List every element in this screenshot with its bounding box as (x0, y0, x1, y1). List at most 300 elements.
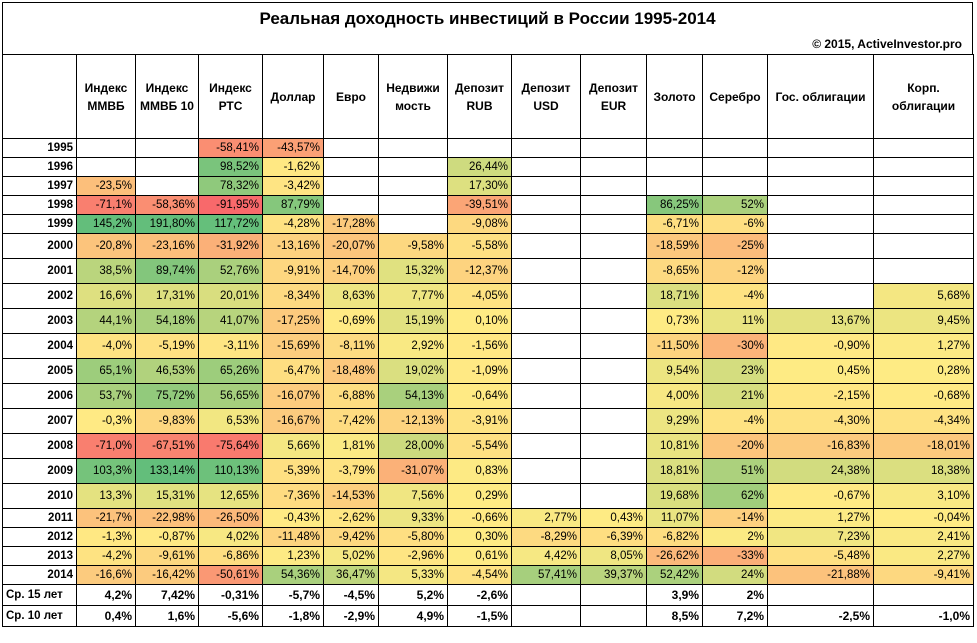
column-header-4: Доллар (263, 55, 324, 139)
table-cell: -5,19% (136, 334, 199, 359)
table-cell: -8,34% (263, 284, 324, 309)
table-cell: 133,14% (136, 459, 199, 484)
table-cell: 6,53% (199, 409, 263, 434)
year-label: 2002 (3, 284, 77, 309)
table-cell: -33% (703, 547, 768, 566)
table-cell: 52% (703, 196, 768, 215)
table-cell (512, 177, 581, 196)
table-cell: 46,53% (136, 359, 199, 384)
table-cell: -20,07% (324, 234, 379, 259)
table-cell: 18,71% (647, 284, 703, 309)
table-cell: 54,18% (136, 309, 199, 334)
table-cell: 18,81% (647, 459, 703, 484)
year-label: 1995 (3, 139, 77, 158)
year-label: 2004 (3, 334, 77, 359)
table-cell: -20,8% (77, 234, 136, 259)
summary-cell: -1,5% (448, 606, 512, 627)
table-cell (768, 284, 874, 309)
table-cell: 13,3% (77, 484, 136, 509)
table-cell (581, 196, 647, 215)
table-cell: -2,15% (768, 384, 874, 409)
table-cell: 2,41% (874, 528, 974, 547)
table-row (3, 359, 974, 384)
table-cell (647, 177, 703, 196)
table-cell: -7,42% (324, 409, 379, 434)
summary-cell: -0,31% (199, 585, 263, 606)
summary-cell (512, 606, 581, 627)
table-cell: -5,39% (263, 459, 324, 484)
table-cell: -8,29% (512, 528, 581, 547)
table-cell (512, 215, 581, 234)
table-cell: 21% (703, 384, 768, 409)
table-cell: -3,79% (324, 459, 379, 484)
year-label: 2001 (3, 259, 77, 284)
table-cell: -1,09% (448, 359, 512, 384)
table-cell: 7,23% (768, 528, 874, 547)
table-cell (647, 158, 703, 177)
table-cell: -6,39% (581, 528, 647, 547)
copyright-note: © 2015, ActiveInvestor.pro (812, 37, 962, 51)
summary-cell: 7,2% (703, 606, 768, 627)
table-cell: 28,00% (379, 434, 448, 459)
table-cell (874, 158, 974, 177)
table-cell: -4,54% (448, 566, 512, 585)
table-row (3, 384, 974, 409)
table-cell: 15,31% (136, 484, 199, 509)
table-cell: 54,36% (263, 566, 324, 585)
table-cell: 54,13% (379, 384, 448, 409)
summary-cell: -2,5% (768, 606, 874, 627)
table-cell: 12,65% (199, 484, 263, 509)
summary-cell: -5,7% (263, 585, 324, 606)
table-cell: -11,48% (263, 528, 324, 547)
spreadsheet (2, 2, 973, 627)
table-cell: 110,13% (199, 459, 263, 484)
table-cell (874, 215, 974, 234)
table-cell: -6,88% (324, 384, 379, 409)
table-cell: -4,34% (874, 409, 974, 434)
table-cell (581, 234, 647, 259)
table-row (3, 409, 974, 434)
table-cell (768, 259, 874, 284)
year-label: 1997 (3, 177, 77, 196)
table-cell (512, 334, 581, 359)
table-cell: 0,83% (448, 459, 512, 484)
table-cell: -50,61% (199, 566, 263, 585)
table-cell: 44,1% (77, 309, 136, 334)
table-cell (581, 158, 647, 177)
table-row (3, 528, 974, 547)
summary-cell: -1,0% (874, 606, 974, 627)
table-cell (874, 234, 974, 259)
table-cell: -6,86% (199, 547, 263, 566)
table-cell (581, 459, 647, 484)
table-cell: -13,16% (263, 234, 324, 259)
table-cell: 52,42% (647, 566, 703, 585)
table-cell: -12,13% (379, 409, 448, 434)
table-row (3, 547, 974, 566)
table-cell (581, 484, 647, 509)
table-cell (379, 215, 448, 234)
table-cell (581, 434, 647, 459)
table-cell: 103,3% (77, 459, 136, 484)
table-cell: -0,87% (136, 528, 199, 547)
table-cell: 18,38% (874, 459, 974, 484)
table-cell: -20% (703, 434, 768, 459)
table-cell (581, 334, 647, 359)
summary-cell (581, 585, 647, 606)
table-cell (581, 284, 647, 309)
table-cell (379, 158, 448, 177)
table-cell: 65,26% (199, 359, 263, 384)
table-cell (324, 177, 379, 196)
table-cell: -9,58% (379, 234, 448, 259)
table-cell: -26,50% (199, 509, 263, 528)
table-cell (768, 196, 874, 215)
table-cell: -5,58% (448, 234, 512, 259)
table-cell (324, 196, 379, 215)
table-cell: 15,19% (379, 309, 448, 334)
table-cell: -23,16% (136, 234, 199, 259)
column-header-1: Индекс ММВБ (77, 55, 136, 139)
table-cell: -6,71% (647, 215, 703, 234)
table-cell: -0,04% (874, 509, 974, 528)
table-cell: 51% (703, 459, 768, 484)
table-cell: -2,96% (379, 547, 448, 566)
table-cell (77, 158, 136, 177)
table-cell: -23,5% (77, 177, 136, 196)
table-body (3, 139, 974, 627)
table-cell (703, 177, 768, 196)
table-cell: -9,61% (136, 547, 199, 566)
summary-cell: 5,2% (379, 585, 448, 606)
table-cell: -12,37% (448, 259, 512, 284)
table-cell: -9,08% (448, 215, 512, 234)
table-cell: 15,32% (379, 259, 448, 284)
table-cell: -0,3% (77, 409, 136, 434)
table-cell (512, 384, 581, 409)
table-cell: -31,92% (199, 234, 263, 259)
table-cell: -18,59% (647, 234, 703, 259)
table-cell (874, 259, 974, 284)
table-cell: 4,00% (647, 384, 703, 409)
year-label: 1999 (3, 215, 77, 234)
table-row (3, 196, 974, 215)
table-cell: 3,10% (874, 484, 974, 509)
table-cell: -14,70% (324, 259, 379, 284)
summary-cell (581, 606, 647, 627)
table-cell: 24% (703, 566, 768, 585)
column-header-8: Депозит USD (512, 55, 581, 139)
table-cell: -1,56% (448, 334, 512, 359)
table-cell: -0,66% (448, 509, 512, 528)
table-cell: 2,92% (379, 334, 448, 359)
table-cell: -16,6% (77, 566, 136, 585)
table-cell (512, 359, 581, 384)
year-label: 2000 (3, 234, 77, 259)
table-cell: -14,53% (324, 484, 379, 509)
table-cell (379, 139, 448, 158)
table-cell: 98,52% (199, 158, 263, 177)
table-cell: 8,05% (581, 547, 647, 566)
table-cell (379, 177, 448, 196)
table-cell: 0,73% (647, 309, 703, 334)
table-cell (324, 158, 379, 177)
table-cell: -16,83% (768, 434, 874, 459)
table-row (3, 177, 974, 196)
table-cell: -0,64% (448, 384, 512, 409)
header-row (3, 55, 974, 139)
table-cell: -17,28% (324, 215, 379, 234)
table-cell: -7,36% (263, 484, 324, 509)
table-cell: -4,05% (448, 284, 512, 309)
column-header-13: Корп. облигации (874, 55, 974, 139)
table-cell (703, 158, 768, 177)
table-cell (448, 139, 512, 158)
table-row (3, 215, 974, 234)
summary-cell (512, 585, 581, 606)
summary-cell: 2% (703, 585, 768, 606)
table-cell: 7,56% (379, 484, 448, 509)
summary-cell: 4,2% (77, 585, 136, 606)
table-cell: -39,51% (448, 196, 512, 215)
table-cell: 57,41% (512, 566, 581, 585)
table-cell: 1,27% (768, 509, 874, 528)
table-cell: 16,6% (77, 284, 136, 309)
year-label: 2007 (3, 409, 77, 434)
table-cell (581, 215, 647, 234)
table-cell: -71,0% (77, 434, 136, 459)
year-label: 2013 (3, 547, 77, 566)
column-header-9: Депозит EUR (581, 55, 647, 139)
summary-row (3, 585, 974, 606)
summary-row (3, 606, 974, 627)
table-cell: 0,28% (874, 359, 974, 384)
year-label: 2009 (3, 459, 77, 484)
table-cell (512, 309, 581, 334)
table-cell (512, 234, 581, 259)
summary-cell: 0,4% (77, 606, 136, 627)
year-label: 2014 (3, 566, 77, 585)
table-cell: 52,76% (199, 259, 263, 284)
table-cell: -18,48% (324, 359, 379, 384)
table-cell: 0,45% (768, 359, 874, 384)
table-cell: 5,33% (379, 566, 448, 585)
summary-cell: 8,5% (647, 606, 703, 627)
table-cell: -14% (703, 509, 768, 528)
table-cell: -0,67% (768, 484, 874, 509)
table-row (3, 234, 974, 259)
table-cell: 17,31% (136, 284, 199, 309)
table-cell (136, 139, 199, 158)
summary-cell: -4,5% (324, 585, 379, 606)
table-cell (703, 139, 768, 158)
table-cell: -11,50% (647, 334, 703, 359)
table-cell: 87,79% (263, 196, 324, 215)
summary-cell: -2,6% (448, 585, 512, 606)
table-cell: -4% (703, 409, 768, 434)
table-cell (324, 139, 379, 158)
chart-title: Реальная доходность инвестиций в России 1995-2014 (259, 9, 716, 28)
table-cell: 0,29% (448, 484, 512, 509)
table-cell: 0,30% (448, 528, 512, 547)
table-row (3, 309, 974, 334)
summary-cell: -5,6% (199, 606, 263, 627)
table-cell: 2,77% (512, 509, 581, 528)
table-cell: 19,68% (647, 484, 703, 509)
table-cell: -3,42% (263, 177, 324, 196)
table-row (3, 509, 974, 528)
table-cell (768, 215, 874, 234)
table-row (3, 259, 974, 284)
summary-cell: 3,9% (647, 585, 703, 606)
table-row (3, 434, 974, 459)
summary-cell: -2,9% (324, 606, 379, 627)
column-header-6: Недвижи мость (379, 55, 448, 139)
table-cell: -17,25% (263, 309, 324, 334)
table-cell: -16,67% (263, 409, 324, 434)
table-cell: -5,54% (448, 434, 512, 459)
table-cell: 62% (703, 484, 768, 509)
table-row (3, 459, 974, 484)
table-cell: 86,25% (647, 196, 703, 215)
summary-label: Ср. 10 лет (3, 606, 77, 627)
column-header-3: Индекс РТС (199, 55, 263, 139)
table-cell (512, 158, 581, 177)
table-cell: -0,69% (324, 309, 379, 334)
table-cell: -4,2% (77, 547, 136, 566)
table-cell (768, 234, 874, 259)
table-cell (512, 259, 581, 284)
table-cell (874, 177, 974, 196)
table-cell: -31,07% (379, 459, 448, 484)
table-cell: -26,62% (647, 547, 703, 566)
table-cell: 0,61% (448, 547, 512, 566)
table-cell: 75,72% (136, 384, 199, 409)
column-header-5: Евро (324, 55, 379, 139)
year-label: 1996 (3, 158, 77, 177)
year-label: 2006 (3, 384, 77, 409)
table-cell: -30% (703, 334, 768, 359)
title-block (2, 2, 973, 54)
column-header-0 (3, 55, 77, 139)
table-cell: 1,23% (263, 547, 324, 566)
table-cell: 2,27% (874, 547, 974, 566)
table-cell: -4,28% (263, 215, 324, 234)
table-cell: 191,80% (136, 215, 199, 234)
column-header-11: Серебро (703, 55, 768, 139)
table-cell: 5,02% (324, 547, 379, 566)
table-cell (512, 284, 581, 309)
table-cell (768, 177, 874, 196)
table-cell: -75,64% (199, 434, 263, 459)
table-cell: 20,01% (199, 284, 263, 309)
table-cell: 7,77% (379, 284, 448, 309)
table-cell (647, 139, 703, 158)
year-label: 2003 (3, 309, 77, 334)
table-cell (512, 459, 581, 484)
table-cell: -9,42% (324, 528, 379, 547)
table-cell: 41,07% (199, 309, 263, 334)
table-cell (512, 196, 581, 215)
summary-cell: 1,6% (136, 606, 199, 627)
table-cell (768, 158, 874, 177)
column-header-12: Гос. облигации (768, 55, 874, 139)
table-cell (581, 359, 647, 384)
table-cell: -0,68% (874, 384, 974, 409)
table-cell: -16,42% (136, 566, 199, 585)
table-cell: -4% (703, 284, 768, 309)
table-cell (581, 259, 647, 284)
table-cell: -8,11% (324, 334, 379, 359)
table-cell: 9,33% (379, 509, 448, 528)
table-cell: -1,62% (263, 158, 324, 177)
year-label: 2010 (3, 484, 77, 509)
table-cell (136, 177, 199, 196)
table-cell: 1,27% (874, 334, 974, 359)
table-cell: 36,47% (324, 566, 379, 585)
table-row (3, 284, 974, 309)
table-cell: -43,57% (263, 139, 324, 158)
table-cell: 17,30% (448, 177, 512, 196)
year-label: 2008 (3, 434, 77, 459)
table-cell: 24,38% (768, 459, 874, 484)
table-cell: -91,95% (199, 196, 263, 215)
summary-cell: 4,9% (379, 606, 448, 627)
table-cell: 9,29% (647, 409, 703, 434)
table-cell: 1,81% (324, 434, 379, 459)
table-cell: -0,43% (263, 509, 324, 528)
table-cell (512, 484, 581, 509)
table-cell: 4,42% (512, 547, 581, 566)
table-cell: 19,02% (379, 359, 448, 384)
table-cell: -6,47% (263, 359, 324, 384)
table-cell: 5,66% (263, 434, 324, 459)
table-cell: -8,65% (647, 259, 703, 284)
table-cell: -6% (703, 215, 768, 234)
table-cell: -16,07% (263, 384, 324, 409)
table-cell: 8,63% (324, 284, 379, 309)
table-cell: 23% (703, 359, 768, 384)
summary-label: Ср. 15 лет (3, 585, 77, 606)
table-cell (874, 139, 974, 158)
table-cell (581, 309, 647, 334)
table-cell: -9,41% (874, 566, 974, 585)
table-cell (581, 409, 647, 434)
table-cell: 26,44% (448, 158, 512, 177)
table-cell: -3,91% (448, 409, 512, 434)
returns-table (2, 54, 974, 627)
table-cell: 13,67% (768, 309, 874, 334)
table-cell (512, 409, 581, 434)
table-cell: 11% (703, 309, 768, 334)
table-cell: -9,83% (136, 409, 199, 434)
table-cell: 117,72% (199, 215, 263, 234)
table-cell (874, 196, 974, 215)
table-cell: 4,02% (199, 528, 263, 547)
table-cell: -21,88% (768, 566, 874, 585)
table-cell: 0,10% (448, 309, 512, 334)
table-cell: 89,74% (136, 259, 199, 284)
year-label: 2005 (3, 359, 77, 384)
table-cell (512, 139, 581, 158)
table-cell: -9,91% (263, 259, 324, 284)
table-cell: 2% (703, 528, 768, 547)
year-label: 2011 (3, 509, 77, 528)
table-cell: 9,54% (647, 359, 703, 384)
table-row (3, 566, 974, 585)
table-cell: -58,36% (136, 196, 199, 215)
